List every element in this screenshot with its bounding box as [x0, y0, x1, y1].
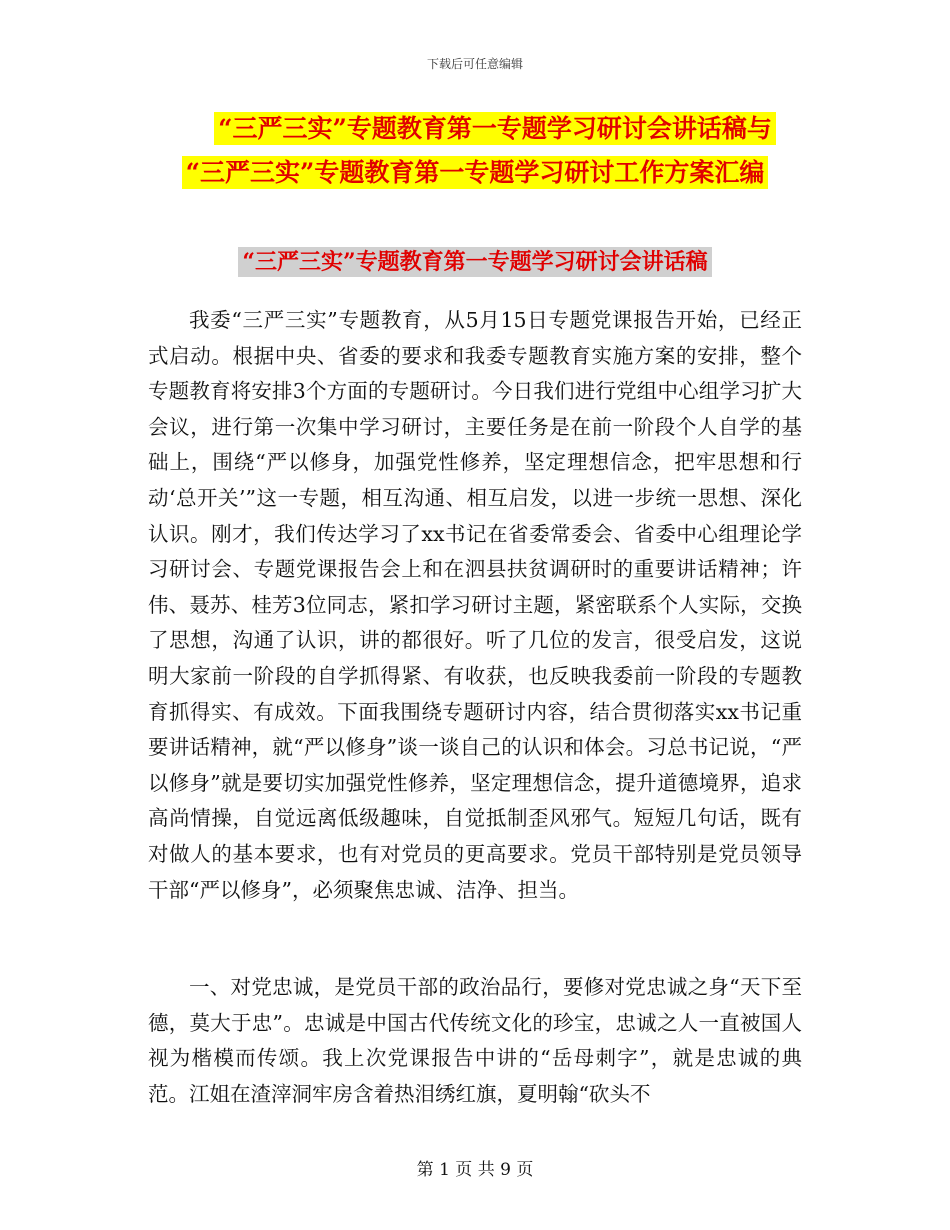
section-title-text: “三严三实”专题教育第一专题学习研讨会讲话稿	[238, 247, 711, 277]
title-line-1-text: “三严三实”专题教育第一专题学习研讨会讲话稿与	[214, 112, 776, 145]
title-line-2-text: “三严三实”专题教育第一专题学习研讨工作方案汇编	[182, 156, 769, 189]
header-note: 下载后可任意编辑	[426, 57, 523, 71]
document-title-line-1	[0, 111, 950, 147]
document-title-line-2	[0, 155, 950, 191]
section-title	[0, 245, 950, 279]
body-paragraph-2: 一、对党忠诚，是党员干部的政治品行，要修对党忠诚之身“天下至德，莫大于忠”。忠诚是中国古代传统文化的珍宝，忠诚之人一直被国人视为楷模而传颂。我上次党课报告中讲的“岳母刺字”，就是忠诚的典范。江姐在渣滓洞牢房含着热泪绣红旗，夏明翰“砍头不	[148, 975, 802, 1106]
page-footer: 第 1 页 共 9 页	[416, 1160, 534, 1180]
body-paragraph-1: 我委“三严三实”专题教育，从5月15日专题党课报告开始，已经正式启动。根据中央、省委的要求和我委专题教育实施方案的安排，整个专题教育将安排3个方面的专题研讨。今日我们进行党组中心组学习扩大会议，进行第一次集中学习研讨，主要任务是在前一阶段个人自学的基础上，围绕“严以修身，加强党性修养，坚定理想信念，把牢思想和行动‘总开关’”这一专题，相互沟通、相互启发，以进一步统一思想、深化认识。刚才，我们传达学习了xx书记在省委常委会、省委中心组理论学习研讨会、专题党课报告会上和在泗县扶贫调研时的重要讲话精神；许伟、聂苏、桂芳3位同志，紧扣学习研讨主题，紧密联系个人实际，交换了思想，沟通了认识，讲的都很好。听了几位的发言，很受启发，这说明大家前一阶段的自学抓得紧、有收获，也反映我委前一阶段的专题教育抓得实、有成效。下面我围绕专题研讨内容，结合贯彻落实xx书记重要讲话精神，就“严以修身”谈一谈自己的认识和体会。习总书记说，“严以修身”就是要切实加强党性修养，坚定理想信念，提升道德境界，追求高尚情操，自觉远离低级趣味，自觉抵制歪风邪气。短短几句话，既有对做人的基本要求，也有对党员的更高要求。党员干部特别是党员领导干部“严以修身”，必须聚焦忠诚、洁净、担当。	[148, 308, 802, 902]
